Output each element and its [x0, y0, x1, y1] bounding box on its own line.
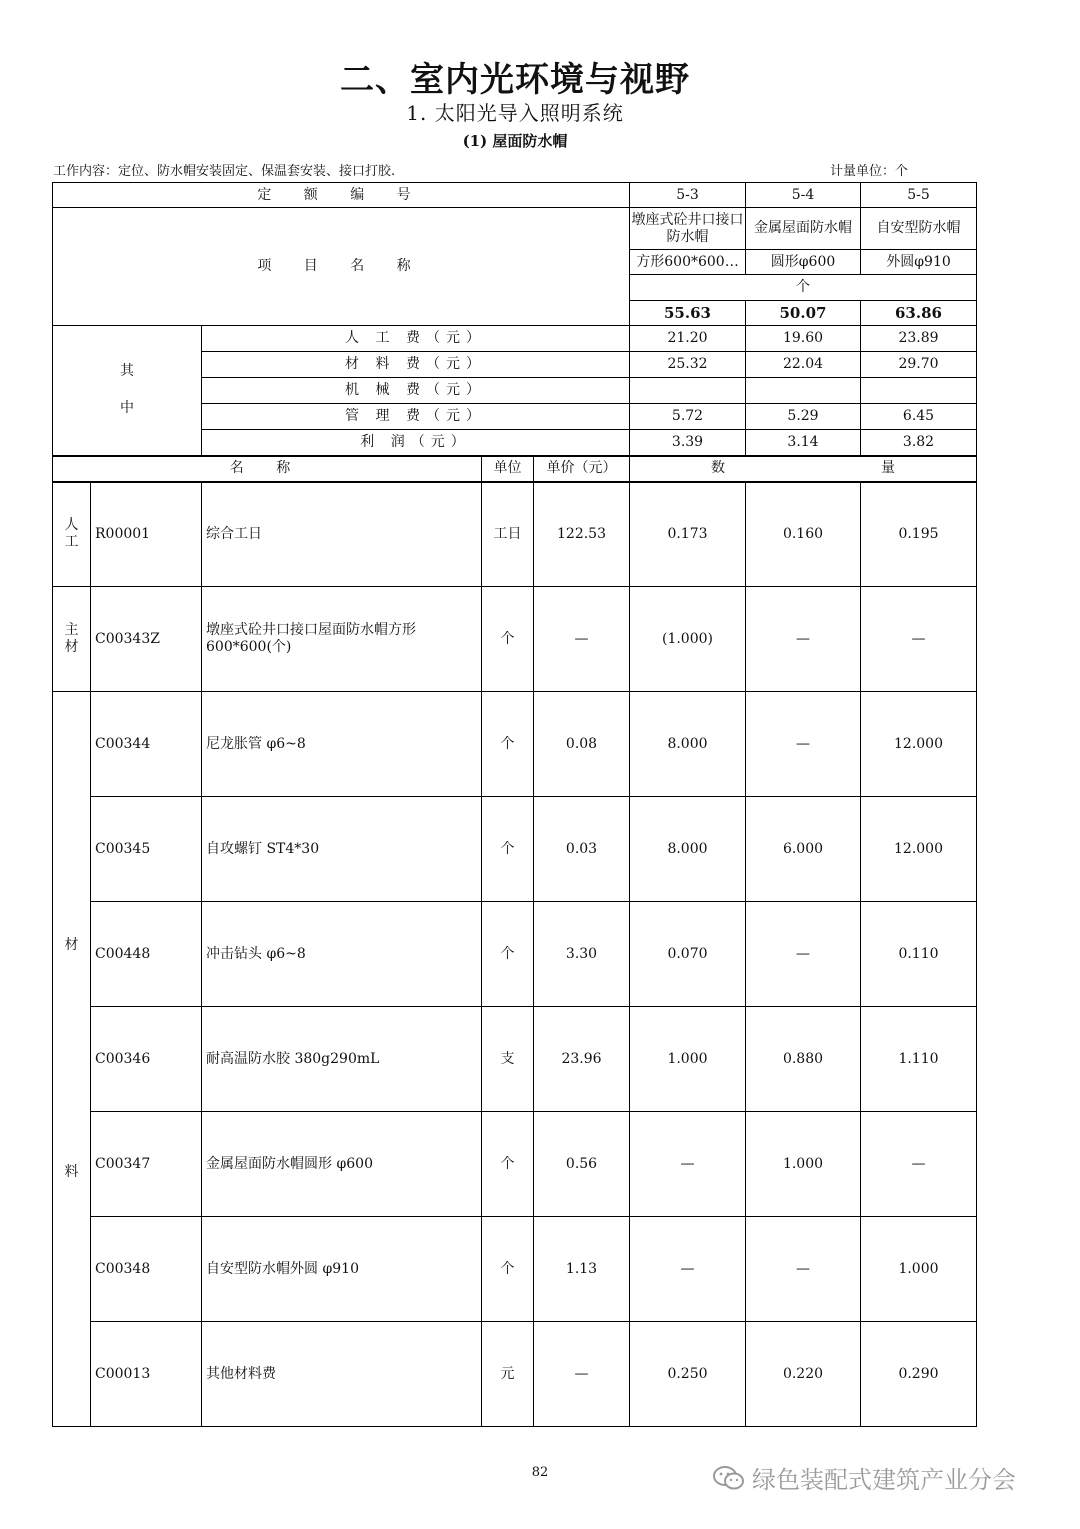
category-labor: 人工: [53, 482, 91, 587]
item-name: 金属屋面防水帽: [746, 208, 861, 250]
base-price: 50.07: [746, 301, 861, 326]
quota-no-label: 定 额 编 号: [53, 183, 630, 208]
cost-value: 5.72: [630, 404, 746, 430]
page-title: 二、室内光环境与视野: [340, 60, 690, 100]
resource-price: 0.08: [534, 692, 630, 797]
cost-value: 29.70: [861, 352, 977, 378]
resource-code: C00347: [91, 1112, 202, 1217]
resource-qty: 1.000: [746, 1112, 861, 1217]
resource-name: 自攻螺钉 ST4*30: [202, 797, 482, 902]
resource-price: —: [534, 587, 630, 692]
item-spec: 外圆φ910: [861, 250, 977, 275]
resource-qty: 1.000: [861, 1217, 977, 1322]
cost-value: 19.60: [746, 326, 861, 352]
resource-name: 冲击钻头 φ6~8: [202, 902, 482, 1007]
header-name: 名 称: [53, 456, 482, 482]
item-spec: 圆形φ600: [746, 250, 861, 275]
resource-qty: —: [746, 587, 861, 692]
resource-code: C00343Z: [91, 587, 202, 692]
resource-code: C00348: [91, 1217, 202, 1322]
resource-qty: 1.110: [861, 1007, 977, 1112]
resource-price: 122.53: [534, 482, 630, 587]
cost-value: 22.04: [746, 352, 861, 378]
cost-value: 3.82: [861, 430, 977, 456]
resource-qty: —: [746, 902, 861, 1007]
resource-name: 尼龙胀管 φ6~8: [202, 692, 482, 797]
resource-code: C00448: [91, 902, 202, 1007]
resource-code: C00344: [91, 692, 202, 797]
resource-qty: —: [861, 587, 977, 692]
resource-unit: 个: [482, 797, 534, 902]
resource-qty: —: [861, 1112, 977, 1217]
resource-name: 自安型防水帽外圆 φ910: [202, 1217, 482, 1322]
resource-qty: 8.000: [630, 797, 746, 902]
resource-unit: 个: [482, 587, 534, 692]
cost-value: 6.45: [861, 404, 977, 430]
resource-price: 0.56: [534, 1112, 630, 1217]
resource-qty: 0.195: [861, 482, 977, 587]
watermark: [712, 1460, 1016, 1495]
resource-name: 其他材料费: [202, 1322, 482, 1427]
category-main-material: 主材: [53, 587, 91, 692]
resource-qty: 6.000: [746, 797, 861, 902]
resource-code: R00001: [91, 482, 202, 587]
resource-qty: 0.880: [746, 1007, 861, 1112]
cost-value: 3.14: [746, 430, 861, 456]
cost-label: 利 润（元）: [202, 430, 630, 456]
among-label-2: 中: [120, 400, 134, 417]
watermark-text: 绿色装配式建筑产业分会: [752, 1466, 1016, 1494]
page-number: 82: [531, 1465, 549, 1480]
category-material-1: 材: [64, 937, 79, 953]
measure-unit: 计量单位：个: [830, 164, 909, 179]
resource-qty: —: [746, 692, 861, 797]
resource-name: 墩座式砼井口接口屋面防水帽方形600*600(个): [202, 587, 482, 692]
header-unit: 单位: [482, 456, 534, 482]
item-name-label: 项 目 名 称: [53, 208, 630, 326]
resource-price: 0.03: [534, 797, 630, 902]
resource-unit: 工日: [482, 482, 534, 587]
header-price: 单价（元）: [534, 456, 630, 482]
cost-value: 25.32: [630, 352, 746, 378]
resource-qty: 8.000: [630, 692, 746, 797]
category-material: [53, 692, 91, 1427]
cost-label: 材 料 费（元）: [202, 352, 630, 378]
resource-name: 综合工日: [202, 482, 482, 587]
header-quantity-1: 数: [711, 460, 725, 476]
resource-unit: 支: [482, 1007, 534, 1112]
item-name: 墩座式砼井口接口防水帽: [630, 208, 746, 250]
among-label-1: 其: [120, 363, 134, 380]
resource-qty: —: [746, 1217, 861, 1322]
cost-label: 机 械 费（元）: [202, 378, 630, 404]
wechat-icon: [712, 1465, 746, 1491]
cost-value: [861, 378, 977, 404]
quota-code: 5-5: [861, 183, 977, 208]
work-content: 工作内容：定位、防水帽安装固定、保温套安装、接口打胶.: [53, 164, 396, 179]
resource-name: 耐高温防水胶 380g290mL: [202, 1007, 482, 1112]
item-name: 自安型防水帽: [861, 208, 977, 250]
cost-value: [746, 378, 861, 404]
resource-code: C00345: [91, 797, 202, 902]
quota-table: [52, 182, 977, 1427]
resource-qty: 0.070: [630, 902, 746, 1007]
cost-label: 人 工 费（元）: [202, 326, 630, 352]
section-subtitle: 1. 太阳光导入照明系统: [406, 101, 624, 125]
base-price: 55.63: [630, 301, 746, 326]
cost-value: 23.89: [861, 326, 977, 352]
resource-qty: 0.110: [861, 902, 977, 1007]
resource-qty: —: [630, 1217, 746, 1322]
subsection-title: (1) 屋面防水帽: [462, 132, 568, 150]
resource-qty: 0.160: [746, 482, 861, 587]
item-spec: 方形600*600…: [630, 250, 746, 275]
resource-qty: 0.290: [861, 1322, 977, 1427]
resource-code: C00013: [91, 1322, 202, 1427]
resource-price: 23.96: [534, 1007, 630, 1112]
resource-unit: 个: [482, 1112, 534, 1217]
resource-qty: 12.000: [861, 797, 977, 902]
resource-unit: 元: [482, 1322, 534, 1427]
quota-code: 5-4: [746, 183, 861, 208]
resource-qty: 0.173: [630, 482, 746, 587]
cost-value: 3.39: [630, 430, 746, 456]
resource-qty: (1.000): [630, 587, 746, 692]
quota-code: 5-3: [630, 183, 746, 208]
base-price: 63.86: [861, 301, 977, 326]
resource-price: 1.13: [534, 1217, 630, 1322]
item-unit: 个: [630, 275, 977, 301]
resource-unit: 个: [482, 1217, 534, 1322]
cost-value: 21.20: [630, 326, 746, 352]
among-label: [53, 326, 202, 456]
category-material-2: 料: [64, 1164, 79, 1180]
resource-qty: 0.250: [630, 1322, 746, 1427]
header-quantity: [630, 456, 977, 482]
resource-qty: —: [630, 1112, 746, 1217]
resource-qty: 12.000: [861, 692, 977, 797]
resource-code: C00346: [91, 1007, 202, 1112]
header-quantity-2: 量: [881, 460, 895, 476]
resource-unit: 个: [482, 902, 534, 1007]
resource-price: —: [534, 1322, 630, 1427]
resource-name: 金属屋面防水帽圆形 φ600: [202, 1112, 482, 1217]
resource-unit: 个: [482, 692, 534, 797]
resource-qty: 0.220: [746, 1322, 861, 1427]
cost-value: 5.29: [746, 404, 861, 430]
cost-value: [630, 378, 746, 404]
cost-label: 管 理 费（元）: [202, 404, 630, 430]
resource-price: 3.30: [534, 902, 630, 1007]
resource-qty: 1.000: [630, 1007, 746, 1112]
